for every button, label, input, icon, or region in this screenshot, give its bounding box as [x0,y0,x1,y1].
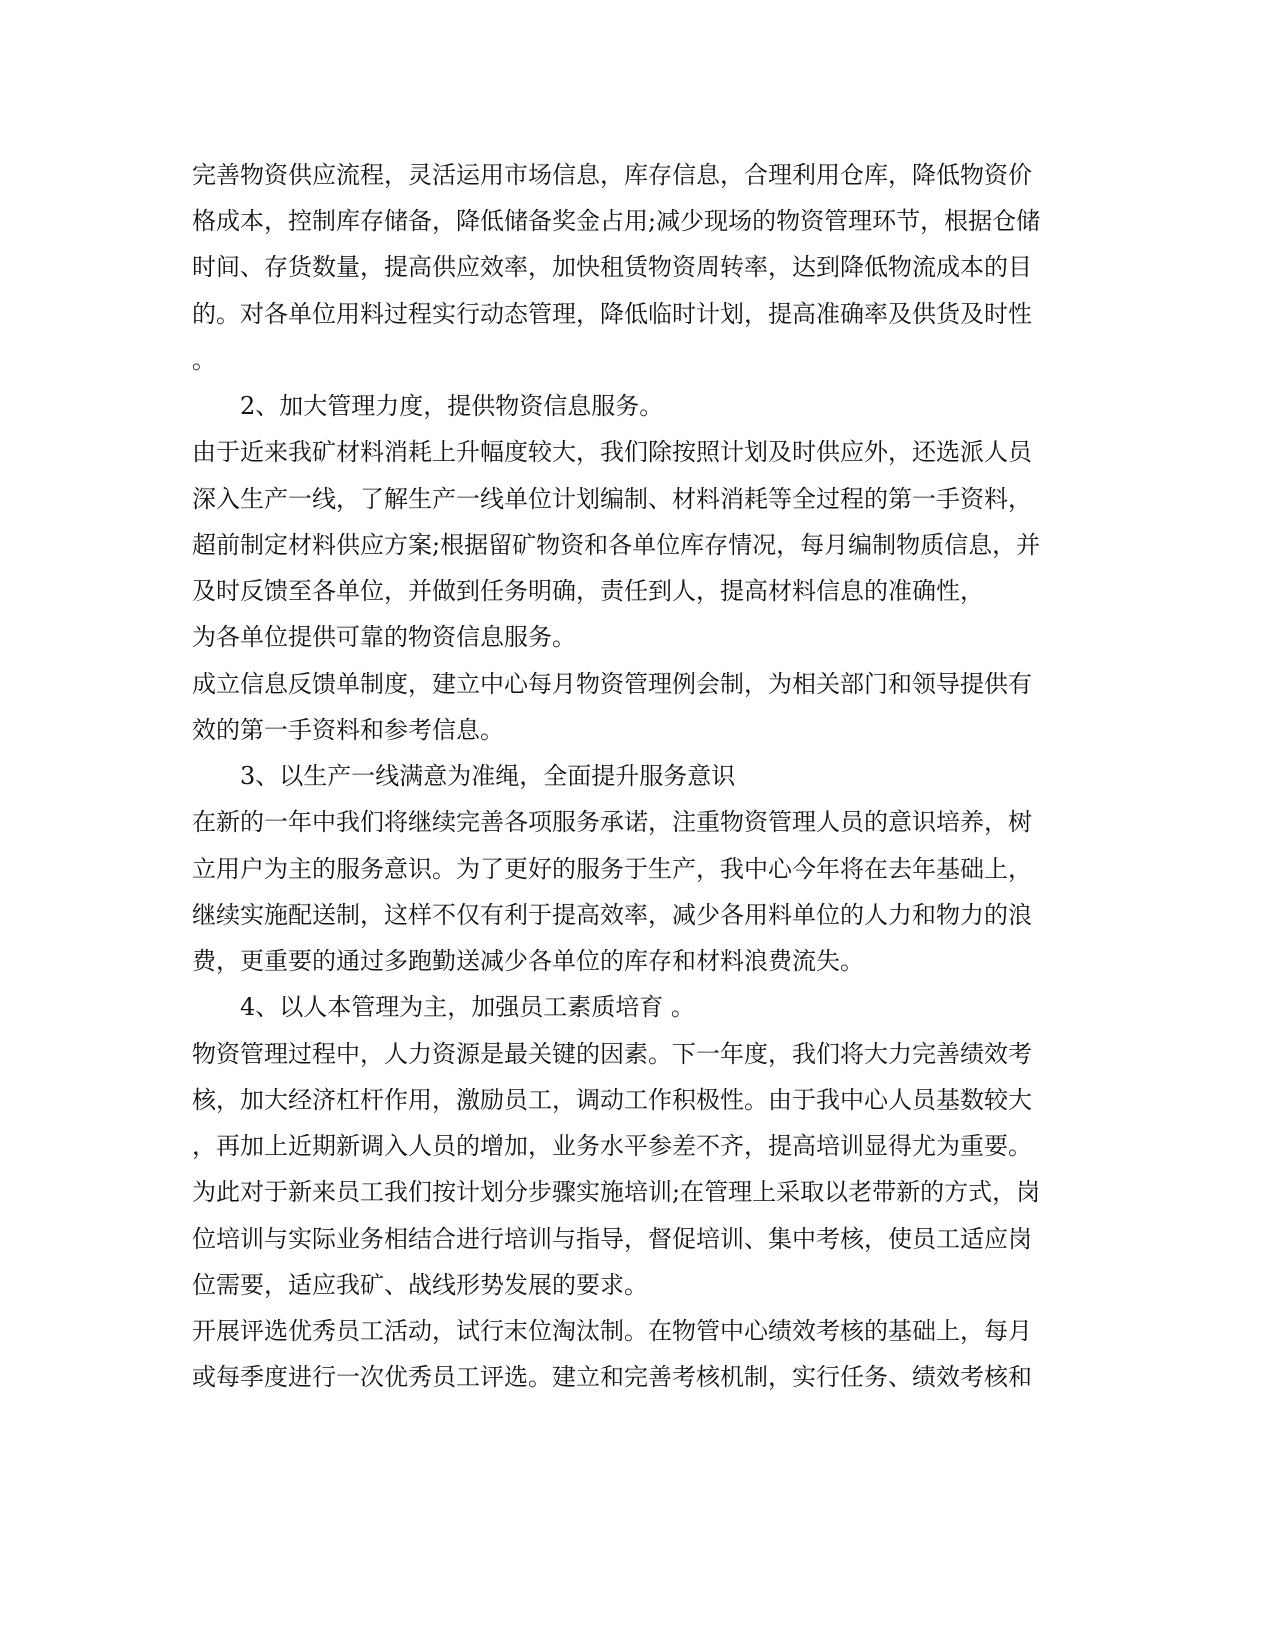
text-line: 为各单位提供可靠的物资信息服务。 [192,623,576,651]
text-line: 的。对各单位用料过程实行动态管理，降低临时计划，提高准确率及供货及时性 [192,300,1032,328]
text-line: 。 [192,346,216,374]
text-line: 或每季度进行一次优秀员工评选。建立和完善考核机制，实行任务、绩效考核和 [192,1363,1032,1391]
text-line: 超前制定材料供应方案;根据留矿物资和各单位库存情况，每月编制物质信息，并 [192,531,1041,559]
text-line: 时间、存货数量，提高供应效率，加快租赁物资周转率，达到降低物流成本的目 [192,253,1032,281]
text-line: 核，加大经济杠杆作用，激励员工，调动工作积极性。由于我中心人员基数较大 [192,1086,1032,1114]
text-line: 继续实施配送制，这样不仅有利于提高效率，减少各用料单位的人力和物力的浪 [192,901,1032,929]
text-line: 物资管理过程中，人力资源是最关键的因素。下一年度，我们将大力完善绩效考 [192,1040,1032,1068]
text-line: 由于近来我矿材料消耗上升幅度较大，我们除按照计划及时供应外，还选派人员 [192,438,1032,466]
section-heading-3: 3、以生产一线满意为准绳，全面提升服务意识 [240,762,736,790]
text-line: 为此对于新来员工我们按计划分步骤实施培训;在管理上采取以老带新的方式，岗 [192,1178,1041,1206]
text-line: 费，更重要的通过多跑勤送减少各单位的库存和材料浪费流失。 [192,947,864,975]
section-heading-4: 4、以人本管理为主，加强员工素质培育 。 [240,993,695,1021]
text-line: 及时反馈至各单位，并做到任务明确，责任到人，提高材料信息的准确性， [192,577,984,605]
text-line: 成立信息反馈单制度，建立中心每月物资管理例会制，为相关部门和领导提供有 [192,670,1032,698]
text-line: 在新的一年中我们将继续完善各项服务承诺，注重物资管理人员的意识培养，树 [192,808,1032,836]
text-line: ，再加上近期新调入人员的增加，业务水平参差不齐，提高培训显得尤为重要。 [192,1132,1032,1160]
text-line: 格成本，控制库存储备，降低储备奖金占用;减少现场的物资管理环节，根据仓储 [192,207,1041,235]
text-line: 开展评选优秀员工活动，试行末位淘汰制。在物管中心绩效考核的基础上，每月 [192,1317,1032,1345]
text-line: 完善物资供应流程，灵活运用市场信息，库存信息，合理利用仓库，降低物资价 [192,161,1032,189]
text-line: 位需要，适应我矿、战线形势发展的要求。 [192,1271,648,1299]
text-line: 深入生产一线，了解生产一线单位计划编制、材料消耗等全过程的第一手资料， [192,485,1032,513]
text-line: 位培训与实际业务相结合进行培训与指导，督促培训、集中考核，使员工适应岗 [192,1225,1032,1253]
text-line: 立用户为主的服务意识。为了更好的服务于生产，我中心今年将在去年基础上， [192,855,1032,883]
section-heading-2: 2、加大管理力度，提供物资信息服务。 [240,392,664,420]
text-line: 效的第一手资料和参考信息。 [192,716,504,744]
